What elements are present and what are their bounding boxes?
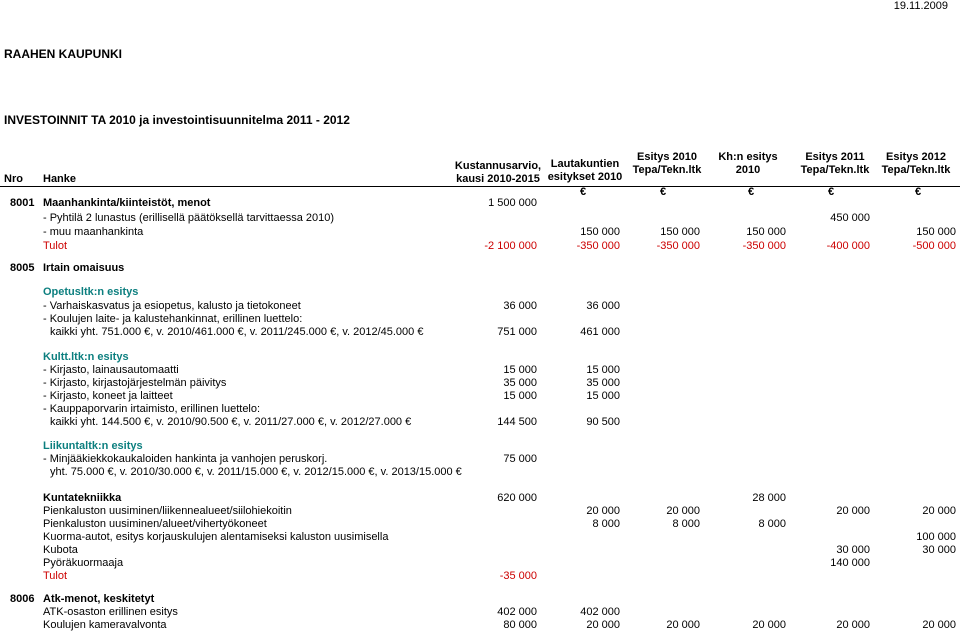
kultt-row3-cost: 15 000 <box>503 390 537 402</box>
atk-row2-label: Koulujen kameravalvonta <box>43 619 167 631</box>
kt-row1-label: Pienkaluston uusiminen/liikennealueet/siilohiekoitin <box>43 505 292 517</box>
liikunta-row1-cost: 75 000 <box>503 453 537 465</box>
col-header-nro: Nro <box>4 173 23 185</box>
atk-row2-lauta: 20 000 <box>586 619 620 631</box>
s8001-row2-kh: 150 000 <box>746 226 786 238</box>
kultt-row1-lauta: 15 000 <box>586 364 620 376</box>
section-8006-name: Atk-menot, keskitetyt <box>43 593 155 605</box>
kt-row5-label: Pyöräkuormaaja <box>43 557 124 569</box>
s8005-tulot-label: Tulot <box>43 570 68 582</box>
col-header-e2012-1: Esitys 2012 <box>886 151 946 163</box>
s8001-tulot-e2011: -400 000 <box>826 240 870 252</box>
col-header-lauta-1: Lautakuntien <box>550 158 620 170</box>
kuntatekniikka-cost: 620 000 <box>497 492 537 504</box>
kultt-row5-label: kaikki yht. 144.500 €, v. 2010/90.500 €, v. 2011/27.000 €, v. 2012/27.000 € <box>50 416 412 428</box>
kultt-row2-label: - Kirjasto, kirjastojärjestelmän päivitys <box>43 377 227 389</box>
col-header-kh-2: 2010 <box>735 164 761 176</box>
kultt-row1-label: - Kirjasto, lainausautomaatti <box>43 364 179 376</box>
kt-row4-label: Kubota <box>43 544 78 556</box>
page-title: INVESTOINNIT TA 2010 ja investointisuunnitelma 2011 - 2012 <box>4 113 350 127</box>
atk-row1-lauta: 402 000 <box>580 606 620 618</box>
currency-e2010: € <box>660 186 667 198</box>
section-8005-nro: 8005 <box>10 262 35 274</box>
section-8006-nro: 8006 <box>10 593 35 605</box>
kultt-heading: Kultt.ltk:n esitys <box>43 351 129 363</box>
kt-row1-e2012: 20 000 <box>922 505 956 517</box>
section-8001-name: Maanhankinta/kiinteistöt, menot <box>43 197 211 209</box>
kultt-row2-cost: 35 000 <box>503 377 537 389</box>
col-header-e2010-2: Tepa/Tekn.ltk <box>632 164 702 176</box>
kuntatekniikka-kh: 28 000 <box>752 492 786 504</box>
opetus-heading: Opetusltk:n esitys <box>43 286 139 298</box>
s8001-row1-label: - Pyhtilä 2 lunastus (erillisellä päätöksellä tarvittaessa 2010) <box>43 212 335 224</box>
opetus-row1-cost: 36 000 <box>503 300 537 312</box>
s8005-tulot-cost: -35 000 <box>499 570 537 582</box>
currency-kh: € <box>748 186 755 198</box>
section-8001-nro: 8001 <box>10 197 35 209</box>
atk-row2-cost: 80 000 <box>503 619 537 631</box>
s8001-tulot-e2010: -350 000 <box>656 240 700 252</box>
opetus-row1-label: - Varhaiskasvatus ja esiopetus, kalusto ja tietokoneet <box>43 300 301 312</box>
kt-row2-lauta: 8 000 <box>592 518 620 530</box>
kultt-row5-cost: 144 500 <box>497 416 537 428</box>
kt-row1-e2010: 20 000 <box>666 505 700 517</box>
kultt-row4-label: - Kauppaporvarin irtaimisto, erillinen luettelo: <box>43 403 261 415</box>
col-header-cost-1: Kustannusarvio, <box>454 160 542 172</box>
atk-row2-e2010: 20 000 <box>666 619 700 631</box>
s8001-row2-e2012: 150 000 <box>916 226 956 238</box>
s8001-row2-lauta: 150 000 <box>580 226 620 238</box>
s8001-row2-label: - muu maanhankinta <box>43 226 144 238</box>
s8001-tulot-label: Tulot <box>43 240 68 252</box>
kt-row2-e2010: 8 000 <box>672 518 700 530</box>
print-date: 19.11.2009 <box>893 0 948 12</box>
liikunta-row2-label: yht. 75.000 €, v. 2010/30.000 €, v. 2011/15.000 €, v. 2012/15.000 €, v. 2013/15.000 € <box>50 466 462 478</box>
organization-name: RAAHEN KAUPUNKI <box>4 47 123 61</box>
currency-lauta: € <box>580 186 587 198</box>
liikunta-row1-label: - Minjääkiekkokaukaloiden hankinta ja vanhojen peruskorj. <box>43 453 328 465</box>
kt-row4-e2011: 30 000 <box>836 544 870 556</box>
kt-row2-kh: 8 000 <box>758 518 786 530</box>
currency-e2011: € <box>828 186 835 198</box>
kt-row5-e2011: 140 000 <box>830 557 870 569</box>
col-header-e2011-1: Esitys 2011 <box>805 151 865 163</box>
kultt-row1-cost: 15 000 <box>503 364 537 376</box>
kt-row3-label: Kuorma-autot, esitys korjauskulujen alentamiseksi kaluston uusimisella <box>43 531 389 543</box>
opetus-row1-lauta: 36 000 <box>586 300 620 312</box>
s8001-name-cost: 1 500 000 <box>488 197 537 209</box>
kultt-row2-lauta: 35 000 <box>586 377 620 389</box>
col-header-lauta-2: esitykset 2010 <box>547 171 623 183</box>
col-header-cost-2: kausi 2010-2015 <box>456 173 540 185</box>
currency-e2012: € <box>915 186 922 198</box>
kt-row1-lauta: 20 000 <box>586 505 620 517</box>
atk-row1-label: ATK-osaston erillinen esitys <box>43 606 178 618</box>
atk-row2-e2011: 20 000 <box>836 619 870 631</box>
kuntatekniikka-heading: Kuntatekniikka <box>43 492 122 504</box>
col-header-kh-1: Kh:n esitys <box>718 151 778 163</box>
col-header-e2010-1: Esitys 2010 <box>637 151 697 163</box>
atk-row2-e2012: 20 000 <box>922 619 956 631</box>
kt-row2-label: Pienkaluston uusiminen/alueet/vihertyökoneet <box>43 518 267 530</box>
kt-row4-e2012: 30 000 <box>922 544 956 556</box>
kultt-row5-lauta: 90 500 <box>586 416 620 428</box>
atk-row1-cost: 402 000 <box>497 606 537 618</box>
opetus-row2-label: - Koulujen laite- ja kalustehankinnat, erillinen luettelo: <box>43 313 303 325</box>
kt-row1-e2011: 20 000 <box>836 505 870 517</box>
atk-row2-kh: 20 000 <box>752 619 786 631</box>
s8001-row1-e2012: 450 000 <box>830 212 870 224</box>
col-header-hanke: Hanke <box>43 173 77 185</box>
kt-row3-e2012: 100 000 <box>916 531 956 543</box>
header-divider <box>0 186 960 187</box>
s8001-tulot-cost: -2 100 000 <box>484 240 537 252</box>
s8001-row2-e2010: 150 000 <box>660 226 700 238</box>
opetus-row3-lauta: 461 000 <box>580 326 620 338</box>
col-header-e2012-2: Tepa/Tekn.ltk <box>881 164 951 176</box>
s8001-tulot-kh: -350 000 <box>742 240 786 252</box>
opetus-row3-label: kaikki yht. 751.000 €, v. 2010/461.000 €, v. 2011/245.000 €, v. 2012/45.000 € <box>50 326 424 338</box>
s8001-tulot-e2012: -500 000 <box>912 240 956 252</box>
section-8005-name: Irtain omaisuus <box>43 262 125 274</box>
kultt-row3-label: - Kirjasto, koneet ja laitteet <box>43 390 173 402</box>
s8001-tulot-lauta: -350 000 <box>576 240 620 252</box>
opetus-row3-cost: 751 000 <box>497 326 537 338</box>
liikunta-heading: Liikuntaltk:n esitys <box>43 440 143 452</box>
kultt-row3-lauta: 15 000 <box>586 390 620 402</box>
col-header-e2011-2: Tepa/Tekn.ltk <box>800 164 870 176</box>
